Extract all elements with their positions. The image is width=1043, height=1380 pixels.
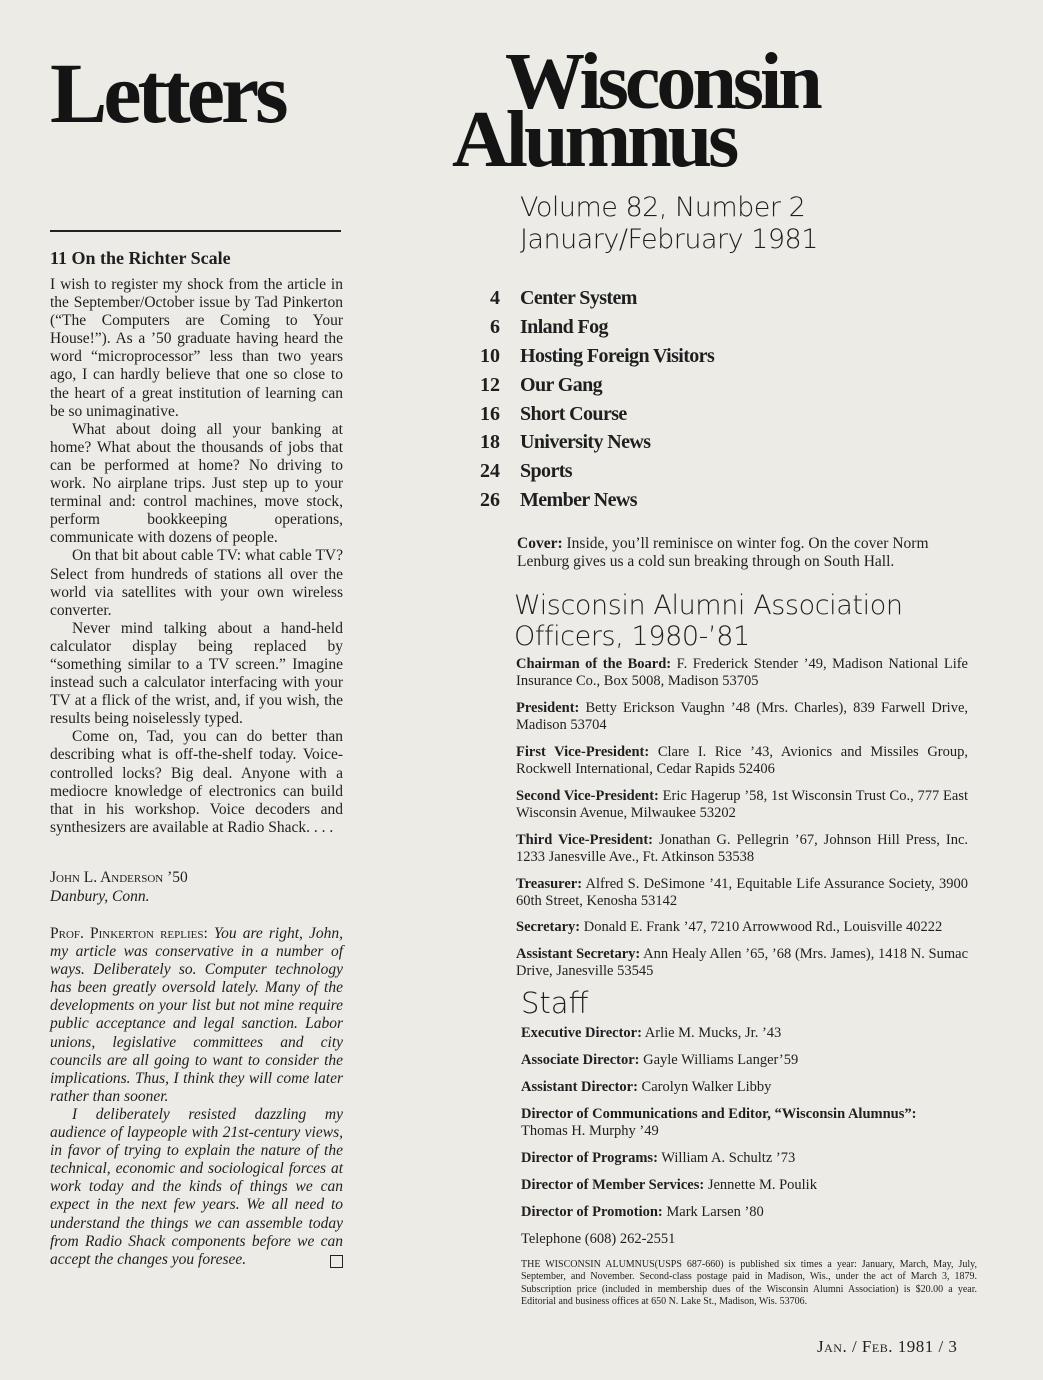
- staff-name: Mark Larsen ’80: [666, 1204, 764, 1220]
- staff-entry: [521, 1204, 969, 1221]
- officer-details: Alfred S. DeSimone ’41, Equitable Life Assurance Society, 3900 60th Street, Kenosha 53142: [516, 875, 969, 909]
- officers-list: [516, 656, 968, 990]
- letter-paragraph: Never mind talking about a hand-held calculator display being replaced by “something similar to a TV screen.” Imagine instead such a calculator interfacing with your TV at a flick of the wrist, and, if you wish, the results being noiselessly typed.: [50, 619, 343, 728]
- officer-entry: [516, 832, 968, 866]
- cover-label: Cover:: [517, 535, 563, 552]
- toc-title: Short Course: [520, 402, 627, 425]
- table-of-contents: [468, 287, 714, 518]
- toc-page: 18: [480, 431, 500, 454]
- toc-item[interactable]: [468, 403, 714, 432]
- officer-role: Secretary:: [516, 919, 581, 936]
- page-folio: Jan. / Feb. 1981 / 3: [817, 1337, 958, 1356]
- letter-paragraph: Come on, Tad, you can do better than describing what is off-the-shelf today. Voice-controlled locks? Big deal. Anyone with a mediocre knowledge of electronics can build that in his workshop. Voice decoders and synthesizers are available at Radio Shack. . . .: [50, 728, 343, 836]
- letter-body: [50, 276, 343, 837]
- staff-entry: [521, 1150, 969, 1167]
- staff-role: Assistant Director:: [521, 1079, 638, 1095]
- toc-item[interactable]: [468, 374, 714, 403]
- officer-details: Eric Hagerup ’58, 1st Wisconsin Trust Co., 777 East Wisconsin Avenue, Milwaukee 53202: [516, 787, 969, 821]
- staff-role: Director of Promotion:: [521, 1204, 663, 1220]
- divider: [50, 230, 341, 232]
- volume-number: Volume 82, Number 2: [520, 192, 806, 223]
- officer-details: Ann Healy Allen ’65, ’68 (Mrs. James), 1418 N. Sumac Drive, Janesville 53545: [516, 946, 969, 980]
- staff-name: William A. Schultz ’73: [661, 1150, 796, 1166]
- staff-name: Arlie M. Mucks, Jr. ’43: [644, 1025, 782, 1041]
- officer-details: Jonathan G. Pellegrin ’67, Johnson Hill Press, Inc. 1233 Janesville Ave., Ft. Atkinson 53538: [516, 831, 968, 865]
- officer-details: F. Frederick Stender ’49, Madison National Life Insurance Co., Box 5008, Madison 53705: [516, 656, 968, 690]
- staff-list: [521, 1025, 969, 1258]
- toc-item[interactable]: [468, 316, 714, 345]
- toc-item[interactable]: [468, 489, 714, 518]
- staff-name: Gayle Williams Langer’59: [643, 1052, 799, 1068]
- officers-heading-line: Wisconsin Alumni Association: [514, 590, 903, 621]
- officer-entry: [516, 700, 968, 734]
- officer-details: Clare I. Rice ’43, Avionics and Missiles Group, Rockwell International, Cedar Rapids 52406: [516, 743, 968, 778]
- staff-role: Director of Member Services:: [521, 1177, 705, 1193]
- officer-details: Donald E. Frank ’47, 7210 Arrowwood Rd., Louisville 40222: [583, 919, 943, 936]
- toc-title: Hosting Foreign Visitors: [520, 344, 715, 367]
- toc-page: 26: [480, 489, 500, 512]
- officers-heading: [514, 590, 903, 652]
- reply-text: I deliberately resisted dazzling my audience of laypeople with 21st-century views, in favor of trying to explain the nature of the technical, economic and sociological forces at work today and the kinds of things we can expect in the next few years. We all need to understand the things we can assemble today from Radio Shack components before we can accept the changes you foresee.: [50, 1105, 343, 1268]
- staff-heading: Staff: [521, 986, 589, 1020]
- publication-notice: THE WISCONSIN ALUMNUS(USPS 687-660) is published six times a year: January, March, May, July, September, and November. Second-class postage paid in Madison, Wis., under the act of March 3, 1879. Subscription price (included in membership dues of the Wisconsin Alumni Association) is $20.00 a year. Editorial and business offices at 650 N. Lake St., Madison, Wis. 53706.: [521, 1259, 977, 1308]
- officer-role: President:: [516, 699, 580, 716]
- masthead-line-1: Wisconsin: [505, 38, 819, 126]
- letter-signature: [50, 868, 188, 906]
- cover-note: [517, 535, 967, 571]
- officer-role: Chairman of the Board:: [516, 656, 672, 672]
- toc-title: Inland Fog: [520, 315, 608, 338]
- officer-entry: [516, 788, 968, 822]
- officer-entry: [516, 919, 968, 936]
- officer-entry: [516, 744, 968, 778]
- toc-title: Center System: [520, 287, 637, 309]
- staff-entry: [521, 1025, 969, 1042]
- signature-name: John L. Anderson ’50: [50, 869, 188, 886]
- toc-item[interactable]: [468, 287, 714, 316]
- toc-page: 16: [480, 402, 500, 425]
- officers-heading-line: Officers, 1980-’81: [514, 621, 750, 652]
- toc-item[interactable]: [468, 345, 714, 374]
- toc-item[interactable]: [468, 460, 714, 489]
- masthead-line-2: Alumnus: [452, 96, 736, 184]
- reply-label: Prof. Pinkerton replies:: [50, 925, 208, 942]
- officer-role: Assistant Secretary:: [516, 946, 641, 963]
- officer-entry: [516, 946, 968, 980]
- toc-page: 6: [490, 315, 500, 338]
- toc-page: 24: [480, 460, 500, 483]
- staff-name: Jennette M. Poulik: [707, 1177, 817, 1193]
- toc-page: 4: [490, 287, 500, 309]
- officer-details: Betty Erickson Vaughn ’48 (Mrs. Charles), 839 Farwell Drive, Madison 53704: [516, 699, 969, 734]
- staff-entry: [521, 1177, 969, 1194]
- issue-date: January/February 1981: [520, 224, 818, 255]
- author-reply: [50, 925, 343, 1269]
- reply-paragraph: [50, 1106, 343, 1269]
- officer-entry: [516, 876, 968, 910]
- officer-role: First Vice-President:: [516, 743, 650, 760]
- staff-role: Associate Director:: [521, 1052, 640, 1068]
- staff-role: Director of Programs:: [521, 1150, 658, 1166]
- staff-role: Executive Director:: [521, 1025, 642, 1041]
- reply-paragraph: [50, 925, 343, 1106]
- staff-role: Director of Communications and Editor, “Wisconsin Alumnus”:: [521, 1106, 917, 1122]
- letter-paragraph: What about doing all your banking at home? What about the thousands of jobs that can be performed at home? No driving to work. No airplane trips. Just step up to your terminal and: control machines, move stock, perform bookkeeping operations, communicate with dozens of people.: [50, 420, 343, 547]
- staff-entry: [521, 1106, 969, 1140]
- staff-name: Carolyn Walker Libby: [641, 1079, 772, 1095]
- toc-title: Sports: [520, 460, 572, 483]
- officer-role: Second Vice-President:: [516, 787, 659, 804]
- toc-title: Member News: [520, 489, 637, 512]
- toc-page: 10: [480, 344, 500, 367]
- toc-title: Our Gang: [520, 373, 603, 396]
- officer-role: Treasurer:: [516, 875, 583, 892]
- telephone: Telephone (608) 262-2551: [521, 1231, 676, 1247]
- issue-info: [520, 192, 818, 256]
- officer-entry: [516, 656, 968, 690]
- toc-page: 12: [480, 373, 500, 396]
- letter-heading: 11 On the Richter Scale: [50, 248, 231, 268]
- staff-entry: [521, 1079, 969, 1096]
- end-mark-icon: [330, 1255, 343, 1268]
- signature-place: Danbury, Conn.: [50, 888, 150, 905]
- letter-paragraph: On that bit about cable TV: what cable TV? Select from hundreds of stations all over the world via satellites with your own wireless converter.: [50, 547, 343, 619]
- staff-entry: [521, 1052, 969, 1069]
- page-title: Letters: [50, 45, 285, 141]
- toc-title: University News: [520, 431, 651, 454]
- officer-role: Third Vice-President:: [516, 831, 653, 848]
- reply-text: You are right, John, my article was conservative in a number of ways. Deliberately so. Computer technology has been greatly oversold lately. Many of the developments on your list but not mine require public acceptance and legal sanction. Labor unions, legislative committees and city councils are all going to want to consider the implications. Thus, I think they will come later rather than sooner.: [50, 925, 344, 1105]
- toc-item[interactable]: [468, 431, 714, 460]
- staff-name: Thomas H. Murphy ’49: [521, 1123, 659, 1139]
- letter-paragraph: I wish to register my shock from the article in the September/October issue by Tad Pinkerton (“The Computers are Coming to Your House!”). As a ’50 graduate having heard the word “microprocessor” less than two years ago, I can hardly believe that one so close to the heart of a great institution of learning can be so unimaginative.: [50, 276, 343, 420]
- cover-text: Inside, you’ll reminisce on winter fog. On the cover Norm Lenburg gives us a cold sun breaking through on South Hall.: [517, 535, 929, 570]
